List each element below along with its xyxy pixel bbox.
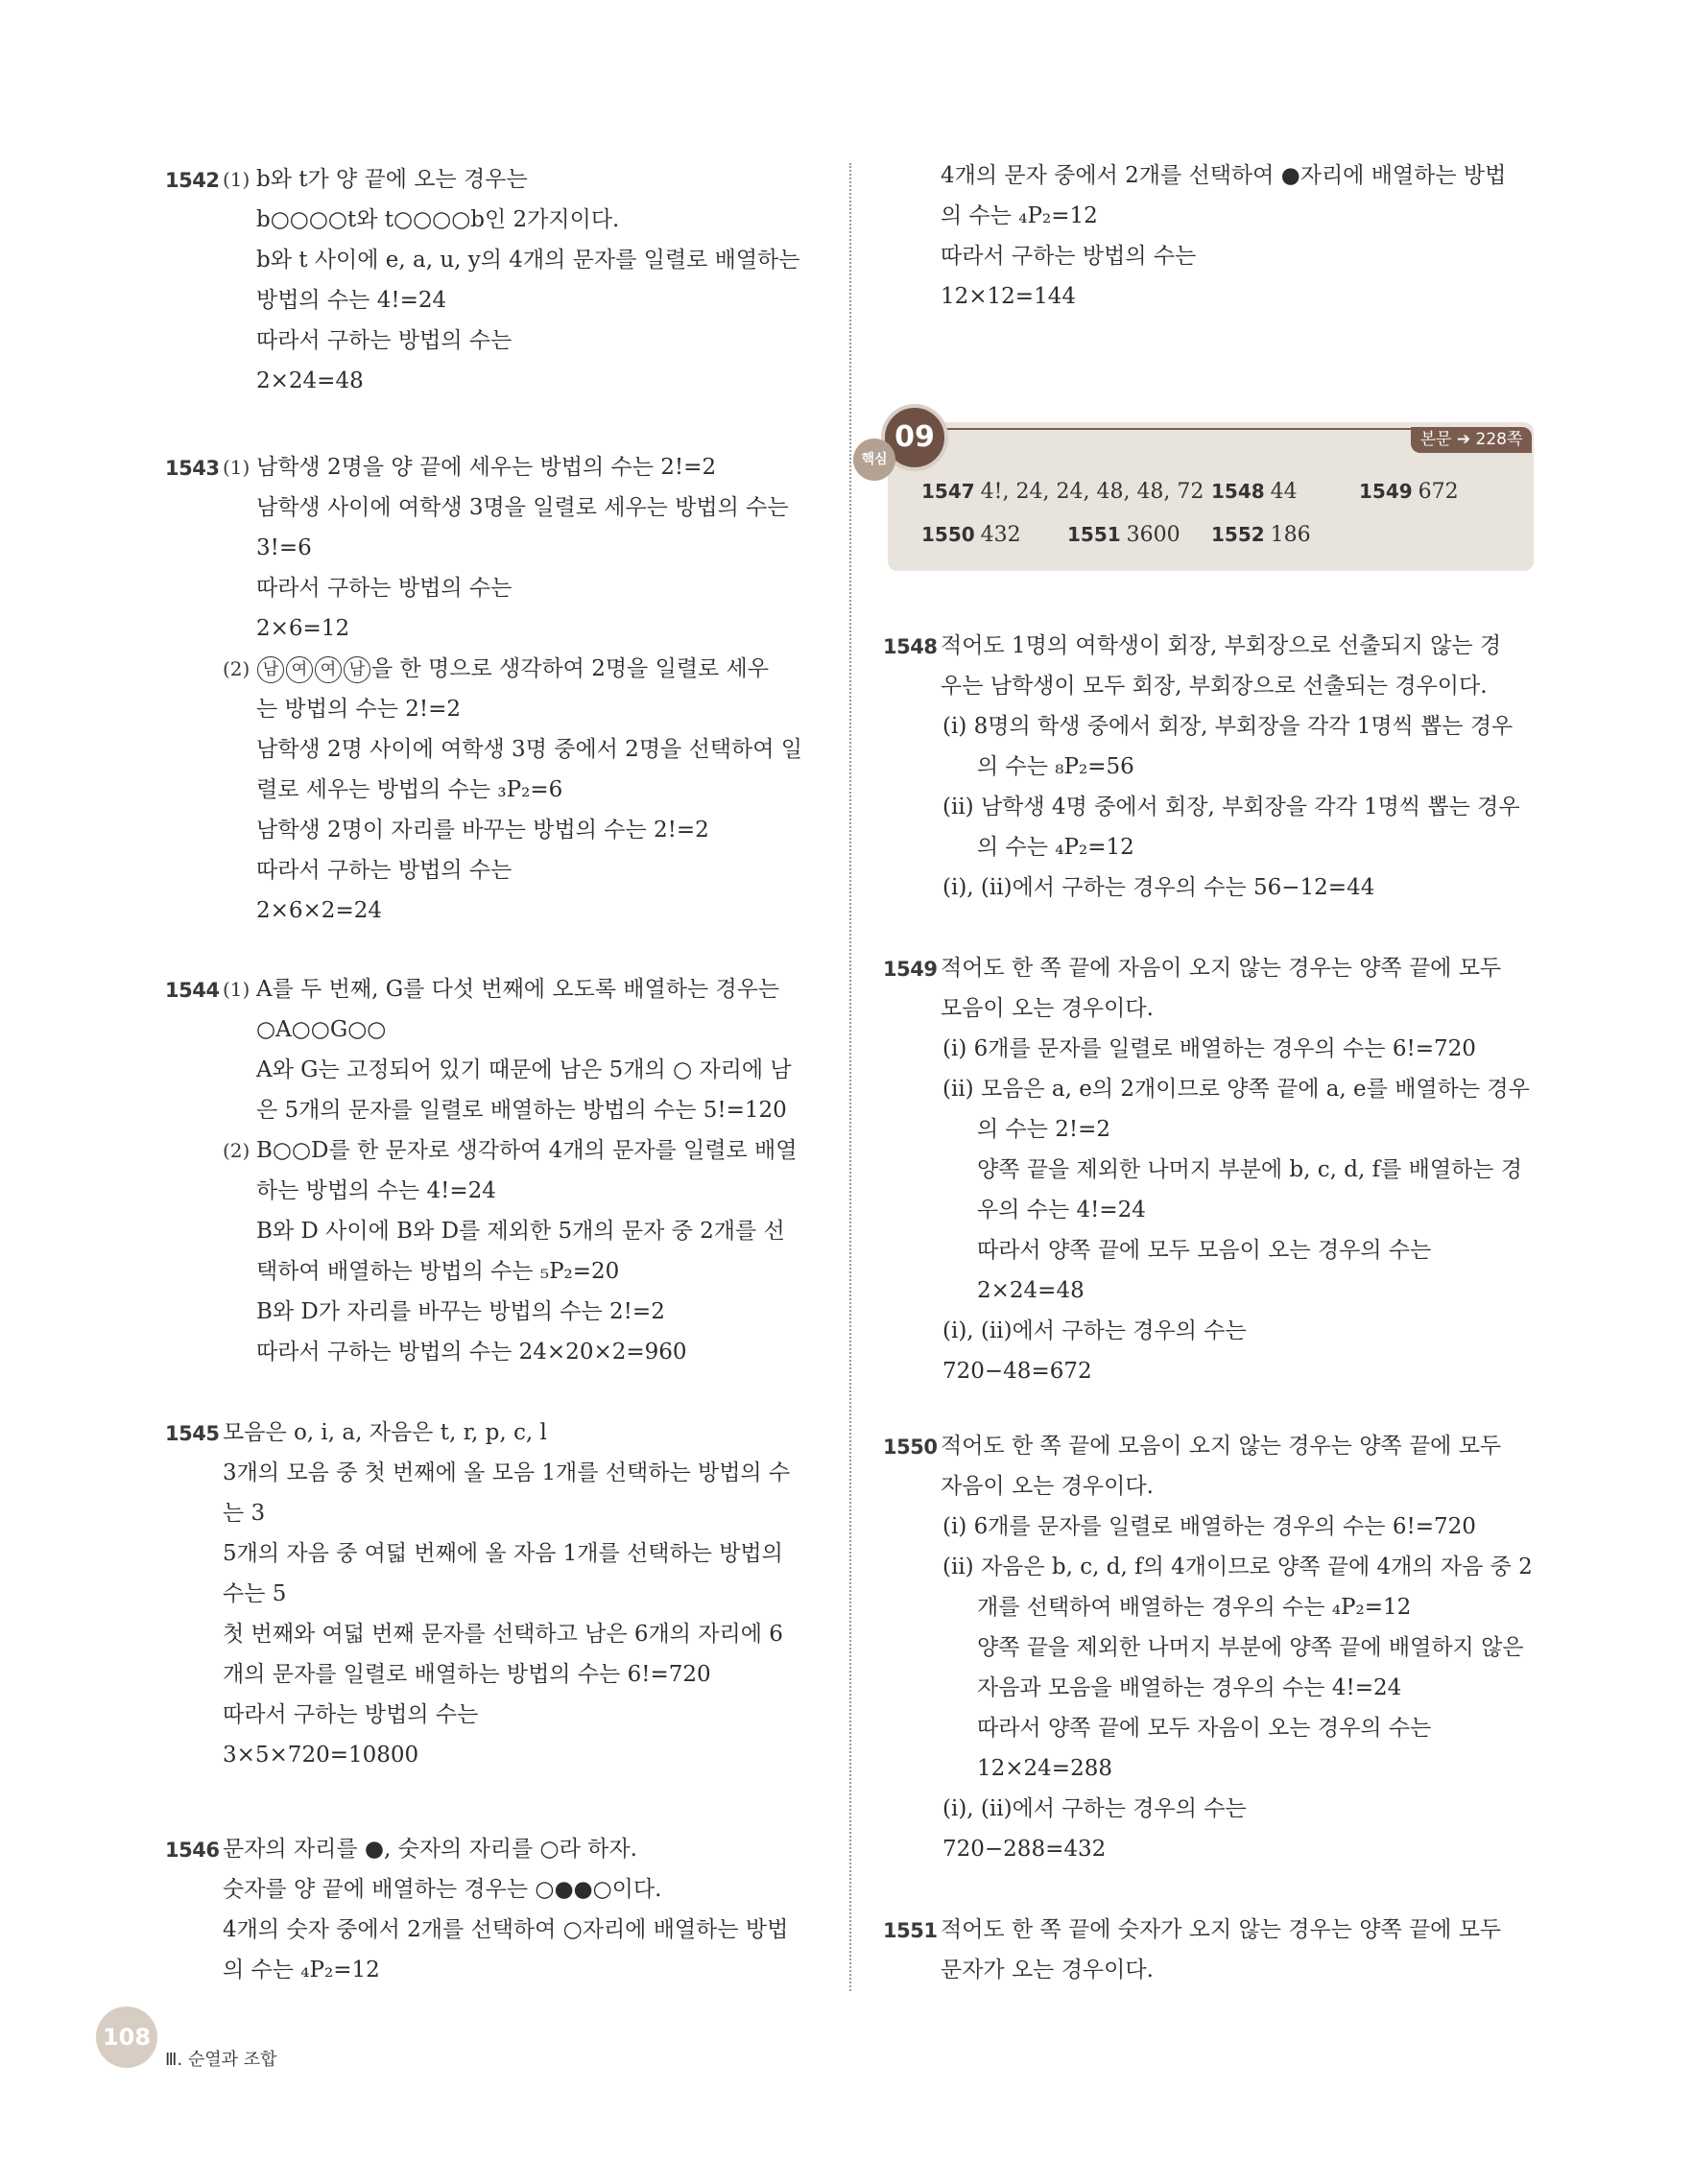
text-line: b○○○○t와 t○○○○b인 2가지이다. (256, 207, 620, 232)
text-line: (ⅰ) 6개를 문자를 일렬로 배열하는 경우의 수는 6!=720 (942, 1514, 1476, 1539)
problem-number: 1544 (165, 979, 220, 1002)
text-line: ○A○○G○○ (256, 1017, 387, 1042)
text-line: 따라서 양쪽 끝에 모두 자음이 오는 경우의 수는 (977, 1716, 1432, 1741)
text-line: 하는 방법의 수는 4!=24 (256, 1178, 496, 1203)
text-line: 의 수는 ₄P₂=12 (977, 835, 1134, 860)
text-line: 720−48=672 (942, 1359, 1092, 1384)
answer-number: 1547 (921, 480, 975, 503)
answer-value: 44 (1270, 480, 1298, 504)
text-line: 남학생 2명 사이에 여학생 3명 중에서 2명을 선택하여 일 (256, 737, 802, 762)
text-line: 개를 선택하여 배열하는 경우의 수는 ₄P₂=12 (977, 1595, 1412, 1620)
text-line: (ⅰ) 8명의 학생 중에서 회장, 부회장을 각각 1명씩 뽑는 경우 (942, 714, 1514, 739)
text-line: 720−288=432 (942, 1837, 1107, 1862)
text-line: 양쪽 끝을 제외한 나머지 부분에 b, c, d, f를 배열하는 경 (977, 1157, 1523, 1182)
problem-number: 1548 (883, 635, 938, 658)
column-divider (849, 163, 851, 1991)
core-number: 09 (881, 404, 948, 471)
text-line: 따라서 구하는 방법의 수는 (256, 576, 513, 601)
problem-number: 1550 (883, 1436, 938, 1459)
answer-number: 1552 (1211, 523, 1265, 546)
text-line: 따라서 구하는 방법의 수는 (223, 1702, 479, 1727)
answer-number: 1549 (1359, 480, 1413, 503)
text-line: A를 두 번째, G를 다섯 번째에 오도록 배열하는 경우는 (256, 977, 780, 1002)
circled-char: 남 (257, 656, 284, 683)
text-fragment: 을 한 명으로 생각하여 2명을 일렬로 세우 (371, 656, 769, 681)
text-line: B와 D 사이에 B와 D를 제외한 5개의 문자 중 2개를 선 (256, 1219, 785, 1244)
text-line: 모음이 오는 경우이다. (941, 996, 1154, 1021)
text-line: 적어도 1명의 여학생이 회장, 부회장으로 선출되지 않는 경 (941, 633, 1502, 658)
text-line: 따라서 구하는 방법의 수는 (256, 328, 513, 353)
text-line: 의 수는 2!=2 (977, 1117, 1111, 1142)
text-line: 적어도 한 쪽 끝에 모음이 오지 않는 경우는 양쪽 끝에 모두 (941, 1434, 1502, 1459)
circled-char: 여 (286, 656, 313, 683)
text-line: 남학생 2명이 자리를 바꾸는 방법의 수는 2!=2 (256, 818, 709, 843)
sub-marker: (2) (223, 657, 250, 680)
text-line: (ⅰ), (ⅱ)에서 구하는 경우의 수는 (942, 1318, 1247, 1343)
text-line: 4개의 숫자 중에서 2개를 선택하여 ○자리에 배열하는 방법 (223, 1917, 789, 1942)
text-line: 따라서 구하는 방법의 수는 (941, 244, 1197, 269)
text-line: A와 G는 고정되어 있기 때문에 남은 5개의 ○ 자리에 남 (256, 1057, 792, 1082)
text-line: 은 5개의 문자를 일렬로 배열하는 방법의 수는 5!=120 (256, 1098, 787, 1123)
text-line: 남학생 2명을 양 끝에 세우는 방법의 수는 2!=2 (256, 455, 717, 480)
sub-marker: (2) (223, 1139, 250, 1162)
text-line: (ⅱ) 모음은 a, e의 2개이므로 양쪽 끝에 a, e를 배열하는 경우 (942, 1077, 1530, 1102)
text-line: 는 방법의 수는 2!=2 (256, 697, 462, 722)
answer-item (921, 523, 1021, 547)
text-line: 문자가 오는 경우이다. (941, 1958, 1154, 1982)
text-line: 개의 문자를 일렬로 배열하는 방법의 수는 6!=720 (223, 1662, 711, 1687)
text-line: 우의 수는 4!=24 (977, 1198, 1146, 1223)
text-line: 3!=6 (256, 535, 312, 560)
problem-number: 1546 (165, 1839, 220, 1862)
text-line: 방법의 수는 4!=24 (256, 288, 447, 313)
sub-marker: (1) (223, 168, 250, 191)
text-line: 의 수는 ₄P₂=12 (223, 1958, 380, 1982)
text-line: 12×24=288 (977, 1756, 1112, 1781)
answer-number: 1548 (1211, 480, 1265, 503)
text-line: (ⅱ) 자음은 b, c, d, f의 4개이므로 양쪽 끝에 4개의 자음 중 2 (942, 1555, 1533, 1579)
text-line: 의 수는 ₈P₂=56 (977, 754, 1134, 779)
text-line: 렬로 세우는 방법의 수는 ₃P₂=6 (256, 777, 563, 802)
text-line: b와 t 사이에 e, a, u, y의 4개의 문자를 일렬로 배열하는 (256, 248, 800, 273)
answer-item (1211, 480, 1298, 504)
text-line: 5개의 자음 중 여덟 번째에 올 자음 1개를 선택하는 방법의 (223, 1541, 783, 1566)
text-line: 수는 5 (223, 1581, 287, 1606)
text-line: 2×24=48 (256, 368, 364, 393)
problem-number: 1545 (165, 1422, 220, 1445)
problem-number: 1542 (165, 169, 220, 192)
text-line: 따라서 구하는 방법의 수는 (256, 858, 513, 883)
core-badge: 핵심 (853, 439, 895, 481)
text-line: b와 t가 양 끝에 오는 경우는 (256, 167, 528, 192)
chapter-title: Ⅲ. 순열과 조합 (165, 2050, 277, 2070)
text-line: (ⅱ) 남학생 4명 중에서 회장, 부회장을 각각 1명씩 뽑는 경우 (942, 795, 1520, 819)
problem-number: 1551 (883, 1919, 938, 1942)
text-line: 의 수는 ₄P₂=12 (941, 203, 1098, 228)
answer-value: 4!, 24, 24, 48, 48, 72 (980, 480, 1204, 504)
text-line: 남학생 사이에 여학생 3명을 일렬로 세우는 방법의 수는 (256, 495, 789, 520)
text-line: 2×6=12 (256, 616, 350, 641)
sub-marker: (1) (223, 456, 250, 479)
text-line: 문자의 자리를 ●, 숫자의 자리를 ○라 하자. (223, 1837, 637, 1862)
answer-value: 672 (1418, 480, 1459, 504)
text-line: 택하여 배열하는 방법의 수는 ₅P₂=20 (256, 1259, 620, 1284)
text-line: 따라서 양쪽 끝에 모두 모음이 오는 경우의 수는 (977, 1238, 1432, 1263)
problem-number: 1543 (165, 457, 220, 480)
circled-char: 여 (315, 656, 342, 683)
text-line: 자음과 모음을 배열하는 경우의 수는 4!=24 (977, 1675, 1402, 1700)
answer-value: 432 (980, 523, 1021, 547)
text-line (256, 654, 769, 683)
text-line: 는 3 (223, 1501, 266, 1526)
text-line: B와 D가 자리를 바꾸는 방법의 수는 2!=2 (256, 1299, 665, 1324)
answer-number: 1550 (921, 523, 975, 546)
text-line: 4개의 문자 중에서 2개를 선택하여 ●자리에 배열하는 방법 (941, 163, 1507, 188)
answer-value: 3600 (1126, 523, 1180, 547)
text-line: 자음이 오는 경우이다. (941, 1474, 1154, 1499)
answer-number: 1551 (1067, 523, 1121, 546)
text-line: 따라서 구하는 방법의 수는 24×20×2=960 (256, 1340, 687, 1365)
text-line: (ⅰ) 6개를 문자를 일렬로 배열하는 경우의 수는 6!=720 (942, 1036, 1476, 1061)
sub-marker: (1) (223, 978, 250, 1001)
answer-item (1067, 523, 1180, 547)
text-line: 3×5×720=10800 (223, 1743, 419, 1768)
text-line: 첫 번째와 여덟 번째 문자를 선택하고 남은 6개의 자리에 6 (223, 1622, 783, 1647)
text-line: (ⅰ), (ⅱ)에서 구하는 경우의 수는 56−12=44 (942, 875, 1375, 900)
answer-value: 186 (1270, 523, 1311, 547)
text-line: B○○D를 한 문자로 생각하여 4개의 문자를 일렬로 배열 (256, 1138, 798, 1163)
answer-item (1359, 480, 1459, 504)
text-line: (ⅰ), (ⅱ)에서 구하는 경우의 수는 (942, 1796, 1247, 1821)
page-reference: 본문 ➔ 228쪽 (1411, 427, 1532, 453)
answer-item (1211, 523, 1311, 547)
text-line: 3개의 모음 중 첫 번째에 올 모음 1개를 선택하는 방법의 수 (223, 1460, 791, 1485)
problem-number: 1549 (883, 958, 938, 981)
page-number: 108 (96, 2006, 157, 2068)
text-line: 적어도 한 쪽 끝에 자음이 오지 않는 경우는 양쪽 끝에 모두 (941, 956, 1502, 981)
text-line: 적어도 한 쪽 끝에 숫자가 오지 않는 경우는 양쪽 끝에 모두 (941, 1917, 1502, 1942)
text-line: 우는 남학생이 모두 회장, 부회장으로 선출되는 경우이다. (941, 674, 1488, 699)
text-line: 2×24=48 (977, 1278, 1085, 1303)
text-line: 모음은 o, i, a, 자음은 t, r, p, c, l (223, 1420, 547, 1445)
text-line: 숫자를 양 끝에 배열하는 경우는 ○●●○이다. (223, 1877, 662, 1902)
text-line: 12×12=144 (941, 284, 1076, 309)
answer-item (921, 480, 1204, 504)
circled-char: 남 (344, 656, 370, 683)
text-line: 양쪽 끝을 제외한 나머지 부분에 양쪽 끝에 배열하지 않은 (977, 1635, 1524, 1660)
text-line: 2×6×2=24 (256, 898, 382, 923)
